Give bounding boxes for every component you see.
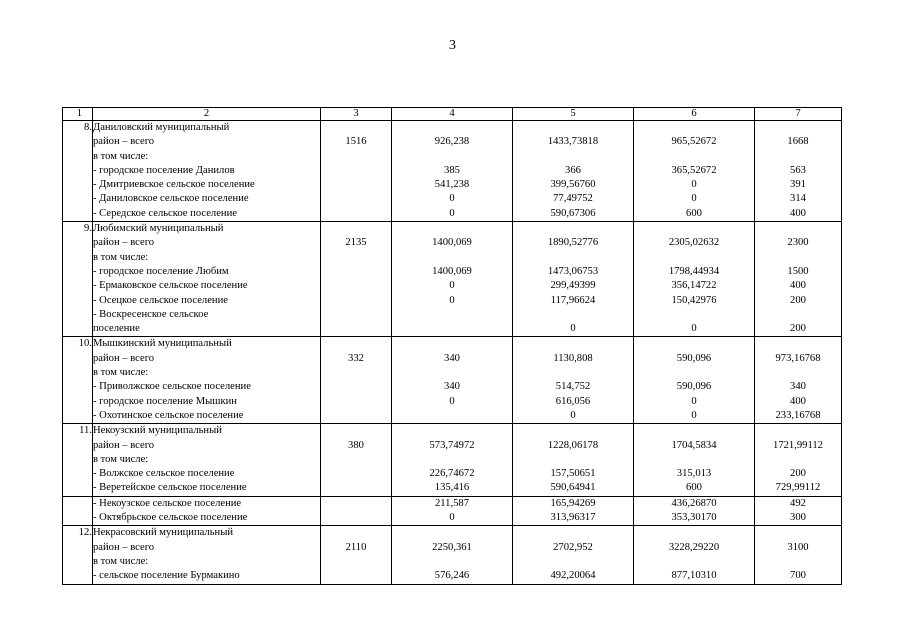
- value-line: 1130,808: [553, 352, 593, 364]
- value-line: 340: [444, 381, 460, 393]
- value-line: [321, 555, 391, 569]
- value-line: 400: [790, 395, 806, 407]
- value-line: [321, 121, 391, 135]
- value-line: [755, 526, 841, 540]
- value-line: 2702,952: [553, 541, 593, 553]
- value-line: 590,096: [676, 352, 712, 364]
- value-line: [321, 467, 391, 481]
- row-number-text: 12.: [78, 527, 92, 539]
- value-line: [755, 366, 841, 380]
- value-line: [634, 366, 754, 380]
- value-line: 2250,361: [432, 541, 472, 553]
- value-cell-c5: [513, 222, 634, 337]
- value-line: 226,74672: [429, 468, 475, 480]
- value-line: 233,16768: [775, 409, 821, 421]
- value-line: [321, 481, 391, 495]
- value-line: 973,16768: [775, 352, 821, 364]
- value-line: 2300: [787, 237, 809, 249]
- value-line: [392, 337, 512, 351]
- value-cell-c6: [634, 496, 755, 526]
- value-line: 600: [686, 482, 702, 494]
- row-number-text: [63, 497, 92, 511]
- value-line: 299,49399: [550, 280, 596, 292]
- value-line: 313,96317: [550, 512, 596, 524]
- value-line: 514,752: [555, 381, 591, 393]
- name-line: поселение: [93, 323, 140, 335]
- value-line: [513, 526, 633, 540]
- value-cell-c7: [755, 121, 842, 222]
- value-line: [513, 121, 633, 135]
- value-line: [634, 453, 754, 467]
- name-line: - сельское поселение Бурмакино: [93, 570, 240, 582]
- value-line: 1798,44934: [668, 265, 720, 277]
- value-cell-c7: [755, 496, 842, 526]
- value-line: [634, 337, 754, 351]
- value-cell-c3: [321, 337, 392, 424]
- district-name-cell: [93, 496, 321, 526]
- value-line: [513, 337, 633, 351]
- value-line: [321, 497, 391, 511]
- row-number: [63, 424, 93, 496]
- value-line: [392, 409, 512, 423]
- value-line: 1433,73818: [547, 136, 599, 148]
- name-line: - Веретейское сельское поселение: [93, 482, 247, 494]
- name-line: Некоузский муниципальный: [93, 425, 222, 437]
- value-line: [755, 222, 841, 236]
- value-line: [755, 453, 841, 467]
- value-cell-c6: [634, 121, 755, 222]
- name-line: в том числе:: [93, 251, 149, 263]
- value-cell-c7: [755, 424, 842, 496]
- column-header: 6: [634, 108, 755, 121]
- district-name-cell: [93, 424, 321, 496]
- value-line: 157,50651: [550, 468, 596, 480]
- value-line: [321, 222, 391, 236]
- table-row: [63, 121, 842, 222]
- district-name-cell: [93, 526, 321, 584]
- row-number: [63, 526, 93, 584]
- name-line: - Воскресенское сельское: [93, 308, 209, 320]
- value-line: 314: [790, 193, 806, 205]
- value-line: 356,14722: [671, 280, 717, 292]
- value-line: [634, 222, 754, 236]
- value-line: 385: [444, 164, 460, 176]
- name-line: Даниловский муниципальный: [93, 122, 230, 133]
- value-line: [321, 395, 391, 409]
- value-cell-c4: [392, 496, 513, 526]
- value-cell-c3: [321, 222, 392, 337]
- value-line: 576,246: [434, 570, 470, 582]
- name-line: - Охотинское сельское поселение: [93, 409, 244, 421]
- value-line: [321, 192, 391, 206]
- column-header: 5: [513, 108, 634, 121]
- value-line: 1721,99112: [773, 439, 823, 451]
- value-line: [392, 424, 512, 438]
- name-line: - Дмитриевское сельское поселение: [93, 179, 255, 191]
- value-line: 0: [691, 193, 697, 205]
- value-line: [321, 294, 391, 308]
- value-cell-c5: [513, 424, 634, 496]
- value-cell-c3: [321, 526, 392, 584]
- name-line: - городское поселение Данилов: [93, 164, 235, 176]
- value-line: 165,94269: [550, 497, 596, 509]
- name-line: - Середское сельское поселение: [93, 207, 237, 219]
- value-line: 0: [449, 207, 455, 219]
- name-line: - Осецкое сельское поселение: [93, 294, 228, 306]
- row-number-text: 8.: [84, 122, 92, 133]
- value-line: 1473,06753: [547, 265, 599, 277]
- row-number: [63, 337, 93, 424]
- value-line: 3100: [787, 541, 809, 553]
- value-line: 0: [449, 512, 455, 524]
- district-name-cell: [93, 121, 321, 222]
- value-line: 965,52672: [671, 136, 717, 148]
- value-line: 1228,06178: [547, 439, 599, 451]
- value-line: 365,52672: [671, 164, 717, 176]
- value-line: 0: [691, 179, 697, 191]
- value-line: [392, 121, 512, 135]
- value-line: 400: [790, 280, 806, 292]
- value-line: [321, 265, 391, 279]
- value-line: 2305,02632: [668, 237, 720, 249]
- name-line: - Октябрьское сельское поселение: [93, 512, 248, 524]
- value-cell-c3: [321, 496, 392, 526]
- value-line: [321, 511, 391, 525]
- name-line: в том числе:: [93, 367, 149, 379]
- name-line: Некрасовский муниципальный: [93, 527, 233, 539]
- value-line: 492,20064: [550, 570, 596, 582]
- value-line: [634, 526, 754, 540]
- value-line: [321, 322, 391, 336]
- value-line: [392, 555, 512, 569]
- value-line: 616,056: [555, 395, 591, 407]
- value-line: 200: [790, 294, 806, 306]
- name-line: - Некоузское сельское поселение: [93, 497, 242, 509]
- value-line: 3228,29220: [668, 541, 720, 553]
- table-row: [63, 222, 842, 337]
- value-line: [392, 251, 512, 265]
- value-line: 0: [691, 323, 697, 335]
- value-line: 729,99112: [775, 482, 821, 494]
- value-line: [634, 555, 754, 569]
- value-line: [513, 251, 633, 265]
- district-name-cell: [93, 337, 321, 424]
- name-line: - городское поселение Любим: [93, 265, 229, 277]
- value-line: [755, 337, 841, 351]
- value-line: [392, 366, 512, 380]
- value-cell-c7: [755, 337, 842, 424]
- value-line: [321, 207, 391, 221]
- value-line: 400: [790, 207, 806, 219]
- value-cell-c5: [513, 496, 634, 526]
- value-line: [634, 150, 754, 164]
- name-line: - Даниловское сельское поселение: [93, 193, 249, 205]
- value-line: 391: [790, 179, 806, 191]
- name-line: - Ермаковское сельское поселение: [93, 280, 248, 292]
- value-cell-c4: [392, 424, 513, 496]
- value-line: 399,56760: [550, 179, 596, 191]
- value-line: 0: [570, 409, 576, 421]
- name-line: район – всего: [93, 439, 155, 451]
- value-line: 1704,5834: [671, 439, 717, 451]
- value-cell-c7: [755, 222, 842, 337]
- value-line: 1500: [787, 265, 809, 277]
- table-row: [63, 424, 842, 496]
- header-row: [63, 108, 842, 121]
- row-number: [63, 222, 93, 337]
- data-table: [62, 107, 842, 585]
- value-cell-c5: [513, 121, 634, 222]
- value-line: 1516: [345, 136, 367, 148]
- value-line: 332: [348, 352, 364, 364]
- value-line: [755, 424, 841, 438]
- value-line: 436,26870: [671, 497, 717, 509]
- value-line: 2135: [345, 237, 367, 249]
- value-cell-c7: [755, 526, 842, 584]
- value-line: 315,013: [676, 468, 712, 480]
- value-cell-c6: [634, 526, 755, 584]
- value-line: [755, 121, 841, 135]
- value-line: 0: [691, 409, 697, 421]
- value-line: 200: [790, 468, 806, 480]
- value-line: [321, 308, 391, 322]
- value-line: [392, 150, 512, 164]
- value-line: 600: [686, 207, 702, 219]
- name-line: район – всего: [93, 237, 155, 249]
- value-cell-c4: [392, 121, 513, 222]
- value-line: [321, 337, 391, 351]
- value-line: [392, 526, 512, 540]
- name-line: район – всего: [93, 136, 155, 148]
- row-number-text: 9.: [84, 223, 92, 235]
- value-line: [321, 380, 391, 394]
- value-line: [513, 555, 633, 569]
- value-line: [321, 409, 391, 423]
- value-line: 300: [790, 512, 806, 524]
- column-header: 2: [93, 108, 321, 121]
- column-header: 3: [321, 108, 392, 121]
- value-cell-c6: [634, 424, 755, 496]
- table-row: [63, 496, 842, 526]
- value-line: [755, 308, 841, 322]
- value-line: 366: [565, 164, 581, 176]
- page-number: 3: [449, 38, 456, 53]
- value-line: 590,64941: [550, 482, 596, 494]
- value-line: 1890,52776: [547, 237, 599, 249]
- value-line: [513, 150, 633, 164]
- name-line: в том числе:: [93, 453, 149, 465]
- value-line: [634, 424, 754, 438]
- value-line: 1668: [787, 136, 809, 148]
- value-cell-c4: [392, 337, 513, 424]
- value-line: [321, 164, 391, 178]
- value-line: [755, 251, 841, 265]
- value-line: 380: [348, 439, 364, 451]
- value-line: [513, 424, 633, 438]
- value-line: [634, 121, 754, 135]
- name-line: - Волжское сельское поселение: [93, 468, 235, 480]
- value-line: [392, 322, 512, 336]
- value-line: [392, 453, 512, 467]
- value-line: [513, 308, 633, 322]
- row-number-text: 11.: [79, 425, 92, 437]
- row-number-text: 10.: [78, 338, 92, 350]
- row-number: [63, 496, 93, 526]
- value-line: 0: [691, 395, 697, 407]
- value-cell-c6: [634, 222, 755, 337]
- value-line: [321, 424, 391, 438]
- value-cell-c3: [321, 424, 392, 496]
- value-line: 353,30170: [671, 512, 717, 524]
- value-line: [634, 308, 754, 322]
- value-line: [392, 222, 512, 236]
- column-header: 4: [392, 108, 513, 121]
- value-line: 563: [790, 164, 806, 176]
- value-line: 0: [449, 294, 455, 306]
- value-line: [321, 279, 391, 293]
- value-line: 0: [570, 323, 576, 335]
- value-line: [755, 555, 841, 569]
- value-cell-c6: [634, 337, 755, 424]
- value-line: 117,96624: [550, 294, 596, 306]
- name-line: - городское поселение Мышкин: [93, 395, 237, 407]
- value-cell-c4: [392, 222, 513, 337]
- value-line: 492: [790, 497, 806, 509]
- value-line: 573,74972: [429, 439, 475, 451]
- table-row: [63, 526, 842, 584]
- column-header: 7: [755, 108, 842, 121]
- value-line: [321, 453, 391, 467]
- value-line: 340: [790, 381, 806, 393]
- value-line: [634, 251, 754, 265]
- value-line: [513, 366, 633, 380]
- value-line: 2110: [345, 541, 367, 553]
- table-row: [63, 337, 842, 424]
- value-line: [321, 366, 391, 380]
- value-cell-c5: [513, 526, 634, 584]
- value-line: [513, 453, 633, 467]
- value-line: 1400,069: [432, 265, 472, 277]
- name-line: район – всего: [93, 352, 155, 364]
- value-line: [321, 251, 391, 265]
- value-line: 877,10310: [671, 570, 717, 582]
- name-line: Мышкинский муниципальный: [93, 338, 232, 350]
- value-line: 150,42976: [671, 294, 717, 306]
- value-line: [321, 178, 391, 192]
- value-line: 135,416: [434, 482, 470, 494]
- value-line: 200: [790, 323, 806, 335]
- value-line: 0: [449, 193, 455, 205]
- value-line: 590,67306: [550, 207, 596, 219]
- value-line: 541,238: [434, 179, 470, 191]
- name-line: - Приволжское сельское поселение: [93, 381, 251, 393]
- column-header: 1: [63, 108, 93, 121]
- row-number: [63, 121, 93, 222]
- value-line: 77,49752: [553, 193, 593, 205]
- value-line: 1400,069: [432, 237, 472, 249]
- value-line: 926,238: [434, 136, 470, 148]
- value-line: 0: [449, 395, 455, 407]
- name-line: Любимский муниципальный: [93, 223, 224, 235]
- value-line: [755, 150, 841, 164]
- value-line: 211,587: [434, 497, 470, 509]
- value-line: [392, 308, 512, 322]
- value-line: 700: [790, 570, 806, 582]
- name-line: в том числе:: [93, 150, 149, 162]
- value-line: 590,096: [676, 381, 712, 393]
- name-line: район – всего: [93, 541, 155, 553]
- name-line: в том числе:: [93, 555, 149, 567]
- district-name-cell: [93, 222, 321, 337]
- value-line: [321, 526, 391, 540]
- value-line: 0: [449, 280, 455, 292]
- value-line: [321, 150, 391, 164]
- value-line: 340: [444, 352, 460, 364]
- value-cell-c3: [321, 121, 392, 222]
- value-line: [513, 222, 633, 236]
- value-cell-c4: [392, 526, 513, 584]
- value-line: [321, 569, 391, 583]
- value-cell-c5: [513, 337, 634, 424]
